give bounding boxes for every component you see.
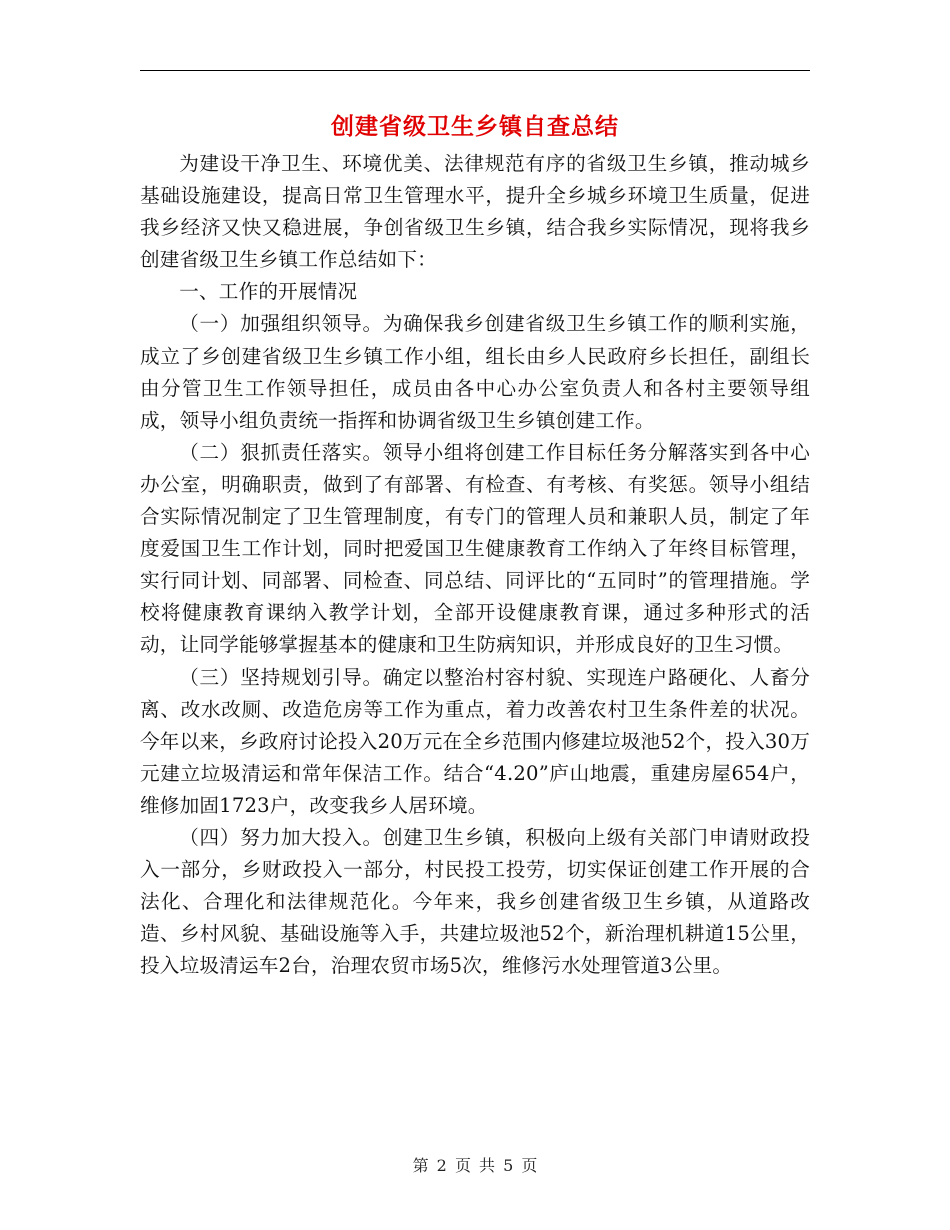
paragraph-planning: （三）坚持规划引导。确定以整治村容村貌、实现连户路硬化、人畜分离、改水改厕、改造危房等工作为重点，着力改善农村卫生条件差的状况。今年以来，乡政府讨论投入20万元在全乡范围内修建垃圾池52个，投入30万元建立垃圾清运和常年保洁工作。结合“4.20”庐山地震，重建房屋654户，维修加固1723户，改变我乡人居环境。	[140, 665, 810, 817]
paragraph-investment: （四）努力加大投入。创建卫生乡镇，积极向上级有关部门申请财政投入一部分，乡财政投入一部分，村民投工投劳，切实保证创建工作开展的合法化、合理化和法律规范化。今年来，我乡创建省级卫生乡镇，从道路改造、乡村风貌、基础设施等入手，共建垃圾池52个，新治理机耕道15公里，投入垃圾清运车2台，治理农贸市场5次，维修污水处理管道3公里。	[140, 825, 810, 978]
page-footer: 第 2 页 共 5 页	[412, 1156, 538, 1175]
paragraph-organization: （一）加强组织领导。为确保我乡创建省级卫生乡镇工作的顺利实施，成立了乡创建省级卫生乡镇工作小组，组长由乡人民政府乡长担任，副组长由分管卫生工作领导担任，成员由各中心办公室负责人和各村主要领导组成，领导小组负责统一指挥和协调省级卫生乡镇创建工作。	[140, 312, 810, 432]
document-title: 创建省级卫生乡镇自查总结	[331, 114, 619, 140]
header-rule	[140, 70, 810, 71]
paragraph-intro: 为建设干净卫生、环境优美、法律规范有序的省级卫生乡镇，推动城乡基础设施建设，提高日常卫生管理水平，提升全乡城乡环境卫生质量，促进我乡经济又快又稳进展，争创省级卫生乡镇，结合我乡实际情况，现将我乡创建省级卫生乡镇工作总结如下：	[140, 152, 810, 272]
paragraph-responsibility: （二）狠抓责任落实。领导小组将创建工作目标任务分解落实到各中心办公室，明确职责，做到了有部署、有检查、有考核、有奖惩。领导小组结合实际情况制定了卫生管理制度，有专门的管理人员和兼职人员，制定了年度爱国卫生工作计划，同时把爱国卫生健康教育工作纳入了年终目标管理，实行同计划、同部署、同检查、同总结、同评比的“五同时”的管理措施。学校将健康教育课纳入教学计划，全部开设健康教育课，通过多种形式的活动，让同学能够掌握基本的健康和卫生防病知识，并形成良好的卫生习惯。	[140, 440, 810, 657]
document-body	[140, 148, 810, 982]
section-heading: 一、工作的开展情况	[179, 280, 358, 304]
